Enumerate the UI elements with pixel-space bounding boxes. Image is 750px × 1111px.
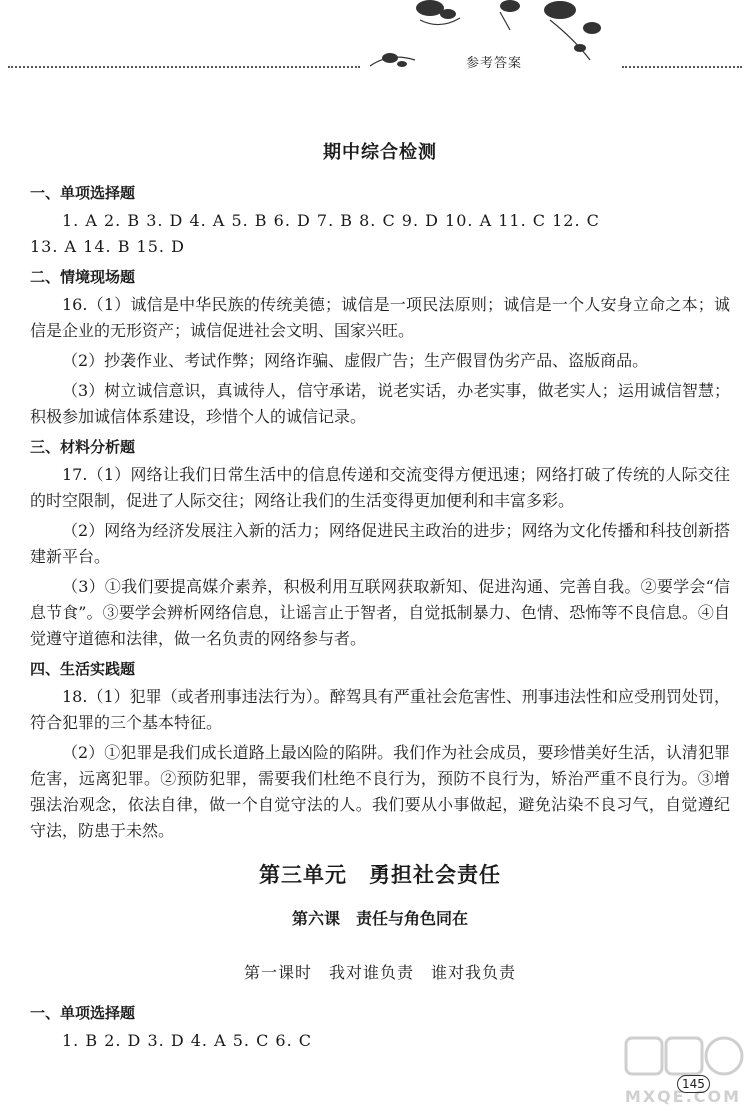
section-heading: 三、材料分析题 [30, 438, 136, 456]
section-scenario [30, 264, 730, 430]
section-material [30, 434, 730, 652]
section-practice [30, 656, 730, 844]
main-title: 期中综合检测 [323, 142, 437, 163]
section-choice [30, 180, 730, 260]
answers-line: 13. A 14. B 15. D [30, 237, 185, 256]
page-header [0, 0, 750, 90]
header-dotted-rule-right [622, 66, 742, 68]
lesson-title: 第六课 责任与角色同在 [291, 909, 468, 928]
page-content [30, 140, 730, 1054]
answer-paragraph: 17.（1）网络让我们日常生活中的信息传递和交流变得方便迅速；网络打破了传统的人际交往的时空限制，促进了人际交往；网络让我们的生活变得更加便利和丰富多彩。 [30, 465, 730, 510]
answer-paragraph: 16.（1）诚信是中华民族的传统美德；诚信是一项民法原则；诚信是一个人安身立命之本；诚信是企业的无形资产；诚信促进社会文明、国家兴旺。 [30, 295, 730, 340]
answers-line: 1. A 2. B 3. D 4. A 5. B 6. D 7. B 8. C 9. D 10. A 11. C 12. C [62, 211, 600, 230]
section-heading: 二、情境现场题 [30, 268, 136, 286]
header-label: 参考答案 [466, 56, 523, 71]
answer-paragraph: （2）网络为经济发展注入新的活力；网络促进民主政治的进步；网络为文化传播和科技创新搭建新平台。 [30, 521, 730, 566]
answer-paragraph: （2）抄袭作业、考试作弊；网络诈骗、虚假广告；生产假冒伪劣产品、盗版商品。 [62, 351, 649, 370]
section-heading: 一、单项选择题 [30, 184, 136, 202]
header-dotted-rule-left [8, 66, 360, 68]
answer-paragraph: 18.（1）犯罪（或者刑事违法行为）。醉驾具有严重社会危害性、刑事违法性和应受刑罚处罚，符合犯罪的三个基本特征。 [30, 687, 730, 732]
watermark-text: MXQE.COM [624, 1087, 742, 1106]
answer-paragraph: （2）①犯罪是我们成长道路上最凶险的陷阱。我们作为社会成员，要珍惜美好生活，认清犯罪危害，远离犯罪。②预防犯罪，需要我们杜绝不良行为，预防不良行为，矫治严重不良行为。③增强法治观念，依法自律，做一个自觉守法的人。我们要从小事做起，避免沾染不良习气，自觉遵纪守法，防患于未然。 [30, 743, 730, 840]
answer-paragraph: （3）①我们要提高媒介素养，积极利用互联网获取新知、促进沟通、完善自我。②要学会“信息节食”。③要学会辨析网络信息，让谣言止于智者，自觉抵制暴力、色情、恐怖等不良信息。④自觉遵守道德和法律，做一名负责的网络参与者。 [30, 577, 730, 648]
page-number: 145 [677, 1075, 710, 1093]
answer-paragraph: （3）树立诚信意识，真诚待人，信守承诺，说老实话，办老实事，做老实人；运用诚信智慧；积极参加诚信体系建设，珍惜个人的诚信记录。 [30, 381, 730, 426]
watermark-logo [618, 1030, 748, 1110]
section-heading: 一、单项选择题 [30, 1004, 136, 1022]
period-title: 第一课时 我对谁负责 谁对我负责 [243, 963, 516, 982]
section-heading: 四、生活实践题 [30, 660, 136, 678]
unit-title: 第三单元 勇担社会责任 [259, 863, 501, 887]
answers-line: 1. B 2. D 3. D 4. A 5. C 6. C [62, 1031, 312, 1050]
